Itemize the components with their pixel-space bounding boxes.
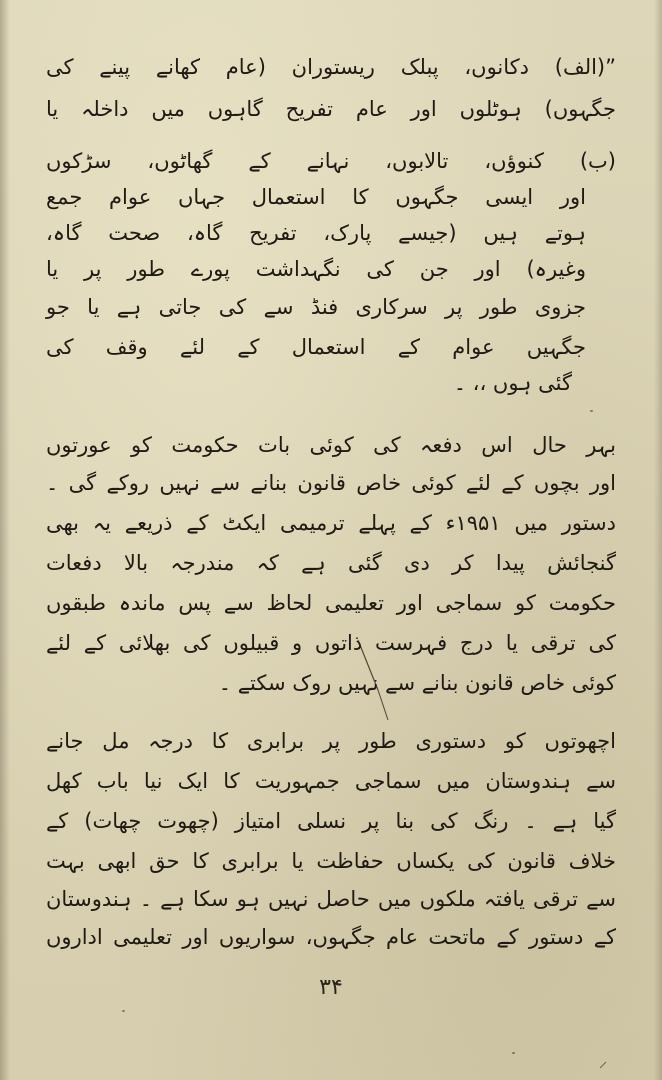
paper-speck — [590, 410, 593, 412]
text-line: کوئی خاص قانون بنانے سے نہیں روک سکتے ۔ — [218, 671, 616, 695]
text-line: دستور میں ۱۹۵۱ء کے پہلے ترمیمی ایکٹ کے ذریعے یہ بھی — [46, 511, 616, 535]
text-line: اور بچوں کے لئے کوئی خاص قانون بنانے سے نہیں روکے گی ۔ — [46, 471, 616, 495]
text-line: وغیرہ) اور جن کی نگہداشت پورے طور پر یا — [46, 257, 586, 281]
text-line: گئی ہوں ،، ۔ — [453, 371, 572, 395]
text-line: ”(الف) دکانوں، پبلک ریستوران (عام کھانے پینے کی — [46, 55, 616, 79]
text-line: کی ترقی یا درج فہرست ذاتوں و قبیلوں کی بھلائی کے لئے — [46, 631, 616, 655]
text-line: گیا ہے ۔ رنگ کی بنا پر نسلی امتیاز (چھوت چھات) کے — [46, 809, 616, 833]
text-line: جگہوں) ہوٹلوں اور عام تفریح گاہوں میں داخلہ یا — [46, 97, 616, 121]
paper-speck — [512, 1052, 515, 1054]
text-line: ہوتے ہیں (جیسے پارک، تفریح گاہ، صحت گاہ، — [46, 221, 586, 245]
text-line: خلاف قانون کی یکساں حفاظت یا برابری کا حق ابھی بہت — [46, 849, 616, 873]
text-line: جزوی طور پر سرکاری فنڈ سے کی جاتی ہے یا جو — [46, 295, 586, 319]
text-line: (ب) کنوؤں، تالابوں، نہانے کے گھاٹوں، سڑکوں — [46, 149, 616, 173]
text-line: اچھوتوں کو دستوری طور پر برابری کا درجہ مل جانے — [46, 729, 616, 753]
paper-speck — [122, 1010, 125, 1012]
text-line: گنجائش پیدا کر دی گئی ہے کہ مندرجہ بالا دفعات — [46, 551, 616, 575]
text-line: جگہیں عوام کے استعمال کے لئے وقف کی — [46, 335, 586, 359]
text-line: کے دستور کے ماتحت عام جگہوں، سواریوں اور تعلیمی اداروں — [46, 925, 616, 949]
text-line: سے ترقی یافتہ ملکوں میں حاصل نہیں ہو سکا ہے ۔ ہندوستان — [46, 887, 616, 911]
text-line: اور ایسی جگہوں کا استعمال جہاں عوام جمع — [46, 185, 586, 209]
page-number: ۳۴ — [319, 975, 343, 1000]
text-line: سے ہندوستان میں سماجی جمہوریت کا ایک نیا باب کھل — [46, 769, 616, 793]
text-line: بہر حال اس دفعہ کی کوئی بات حکومت کو عورتوں — [46, 433, 616, 457]
text-line: حکومت کو سماجی اور تعلیمی لحاظ سے پس ماندہ طبقوں — [46, 591, 616, 615]
